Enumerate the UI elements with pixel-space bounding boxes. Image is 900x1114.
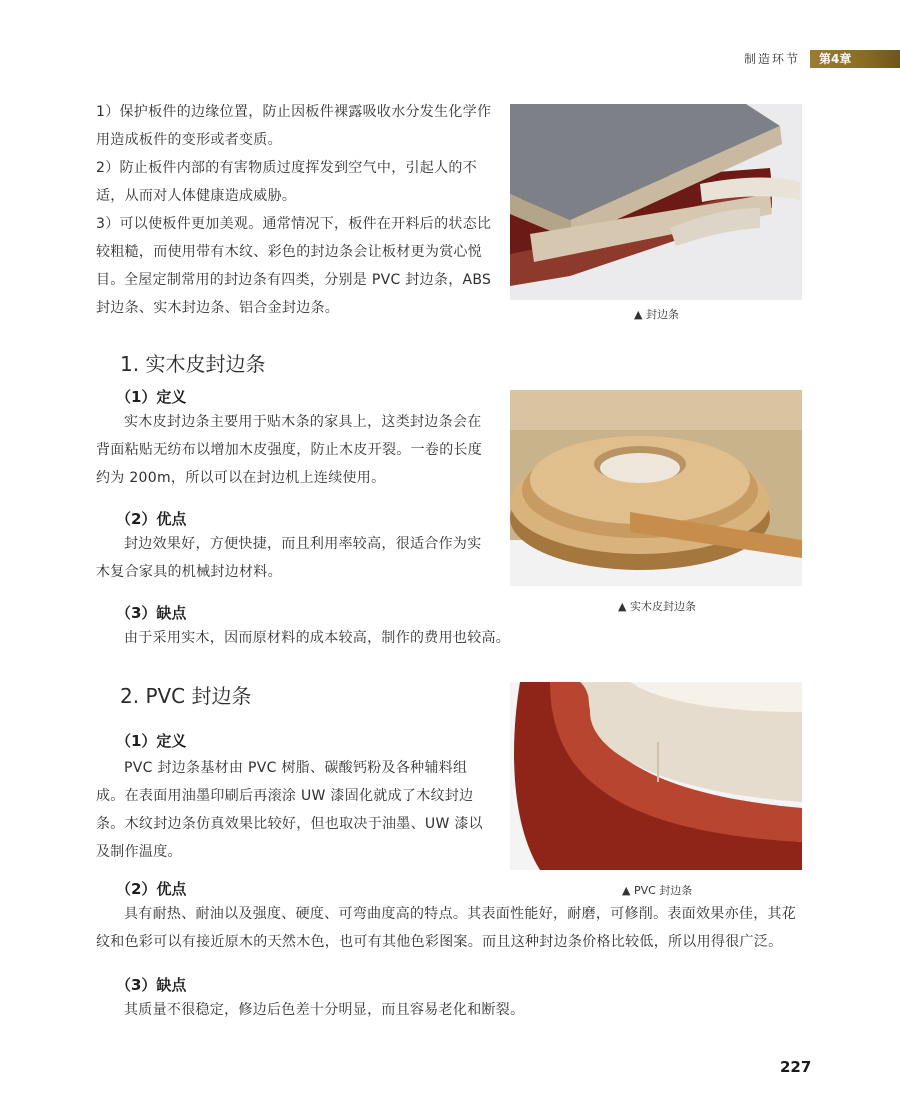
chapter-badge: 第4章	[810, 50, 900, 68]
section-1-disadvantages-text: 由于采用实木，因而原材料的成本较高，制作的费用也较高。	[124, 630, 511, 646]
section-2-title: 2. PVC 封边条	[120, 684, 252, 708]
running-header-section: 制造环节	[744, 52, 801, 66]
section-2-advantages-text: 具有耐热、耐油以及强度、硬度、可弯曲度高的特点。其表面性能好，耐磨，可修削。表面效果亦佳，其花纹和色彩可以有接近原木的天然木色，也可有其他色彩图案。而且这种封边条价格比较低，所以用得很广泛。	[96, 906, 797, 950]
intro-paragraph-4: 全屋定制常用的封边条有四类，分别是 PVC 封边条，ABS 封边条、实木封边条、铝合金封边条。	[96, 272, 492, 316]
section-2-definition-text: PVC 封边条基材由 PVC 树脂、碳酸钙粉及各种辅料组成。在表面用油墨印刷后再滚涂 UW 漆固化就成了木纹封边条。木纹封边条仿真效果比较好，但也取决于油墨、UW 漆以及制作温度。	[96, 760, 483, 860]
photo-caption-pvc: ▲ PVC 封边条	[622, 884, 693, 897]
pvc-edge-banding-photo	[510, 682, 802, 870]
section-2-disadvantages-heading: （3）缺点	[116, 976, 187, 994]
intro-paragraph-2: 2）防止板件内部的有害物质过度挥发到空气中，引起人的不适，从而对人体健康造成威胁。	[96, 160, 478, 204]
section-2-advantages-heading: （2）优点	[116, 880, 187, 898]
section-2-definition-heading: （1）定义	[116, 732, 187, 750]
photo-caption-wood-veneer: ▲ 实木皮封边条	[618, 600, 696, 613]
intro-paragraph-1: 1）保护板件的边缘位置，防止因板件裸露吸收水分发生化学作用造成板件的变形或者变质。	[96, 104, 492, 148]
photo-caption-edge-banding: ▲ 封边条	[634, 308, 679, 321]
section-1-definition-text: 实木皮封边条主要用于贴木条的家具上，这类封边条会在背面粘贴无纺布以增加木皮强度，防止木皮开裂。一卷的长度约为 200m，所以可以在封边机上连续使用。	[96, 414, 483, 486]
section-1-definition-heading: （1）定义	[116, 388, 187, 406]
edge-banding-board-photo	[510, 104, 802, 300]
section-1-title: 1. 实木皮封边条	[120, 352, 266, 376]
section-1-disadvantages-heading: （3）缺点	[116, 604, 187, 622]
intro-paragraph-3: 3）可以使板件更加美观。通常情况下，板件在开料后的状态比较粗糙，而使用带有木纹、彩色的封边条会让板材更为赏心悦目。	[96, 216, 492, 288]
section-1-advantages-text: 封边效果好，方便快捷，而且利用率较高，很适合作为实木复合家具的机械封边材料。	[96, 536, 482, 580]
page-number: 227	[780, 1058, 812, 1076]
wood-veneer-roll-photo	[510, 390, 802, 586]
section-1-advantages-heading: （2）优点	[116, 510, 187, 528]
section-2-disadvantages-text: 其质量不很稳定，修边后色差十分明显，而且容易老化和断裂。	[124, 1002, 525, 1018]
